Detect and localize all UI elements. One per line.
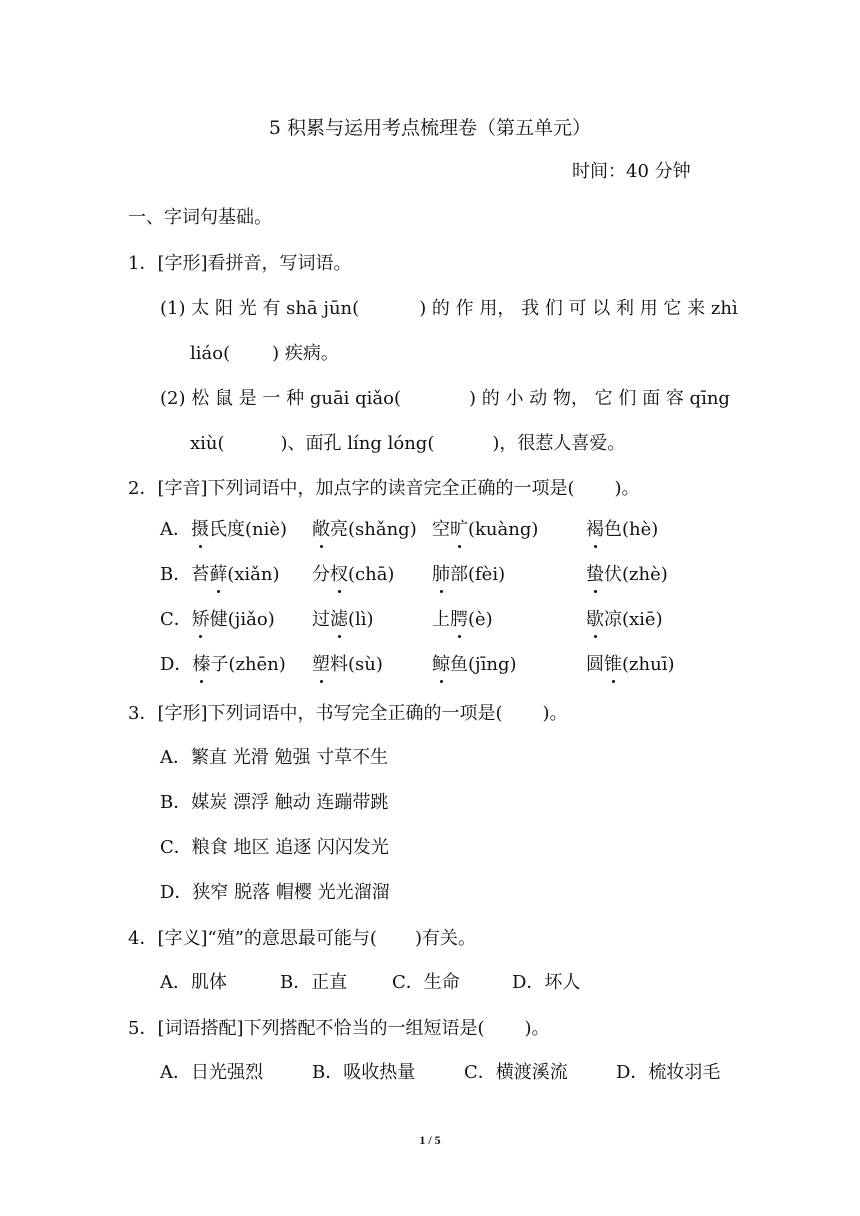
dotted-char: 肺 bbox=[432, 564, 450, 585]
q3-option-d: D．狭窄 脱落 帽樱 光光溜溜 bbox=[160, 882, 390, 903]
q3-option-b: B．媒炭 漂浮 触动 连蹦带跳 bbox=[160, 792, 389, 813]
question-text: 5．[词语搭配]下列搭配不恰当的一组短语是( bbox=[128, 1018, 485, 1039]
dotted-char: 杈 bbox=[330, 564, 348, 585]
word-rest: (kuàng) bbox=[468, 519, 539, 540]
question-1-part-2 bbox=[160, 387, 730, 411]
option-letter: D． bbox=[160, 654, 193, 675]
text-segment: (2) 松 鼠 是 一 种 guāi qiǎo( bbox=[160, 388, 402, 409]
option-c-word-2 bbox=[312, 608, 374, 632]
option-a-word-1 bbox=[160, 518, 287, 542]
dotted-char: 腭 bbox=[450, 609, 468, 630]
time-limit: 时间：40 分钟 bbox=[572, 161, 691, 182]
word-start: 圆 bbox=[586, 654, 604, 675]
option-b-word-2 bbox=[312, 563, 394, 587]
option-b-word-3 bbox=[432, 563, 505, 587]
dotted-char: 敞 bbox=[312, 519, 330, 540]
question-text-end: )。 bbox=[542, 703, 568, 724]
option-b-word-1 bbox=[160, 563, 280, 587]
word-rest: 伏(zhè) bbox=[604, 564, 668, 585]
dotted-char: 榛 bbox=[192, 654, 211, 675]
word-rest: 亮(shǎng) bbox=[330, 519, 417, 540]
word-rest: 部(fèi) bbox=[450, 564, 506, 585]
dotted-char: 旷 bbox=[450, 519, 468, 540]
page-number: 1 / 5 bbox=[419, 1133, 441, 1147]
dotted-char: 蛰 bbox=[586, 564, 604, 585]
page-title: 5 积累与运用考点梳理卷（第五单元） bbox=[268, 117, 592, 139]
question-1-label: 1．[字形]看拼音，写词语。 bbox=[128, 253, 352, 274]
question-text: 2．[字音]下列词语中，加点字的读音完全正确的一项是( bbox=[128, 478, 575, 499]
question-5-label bbox=[128, 1017, 550, 1041]
word-rest: 健(jiǎo) bbox=[209, 609, 275, 630]
option-c-word-3 bbox=[432, 608, 493, 632]
option-letter: C． bbox=[160, 609, 192, 630]
question-text: 3．[字形]下列词语中，书写完全正确的一项是( bbox=[128, 703, 503, 724]
option-d-word-4 bbox=[586, 653, 674, 677]
question-text-end: )。 bbox=[614, 478, 640, 499]
option-a-word-3 bbox=[432, 518, 538, 542]
question-1-part-1-cont bbox=[190, 342, 339, 366]
question-text-end: )。 bbox=[524, 1018, 550, 1039]
option-d-word-3 bbox=[432, 653, 517, 677]
dotted-char: 矫 bbox=[191, 609, 210, 630]
option-d-word-2 bbox=[312, 653, 383, 677]
word-start: B．苔 bbox=[160, 564, 210, 585]
option-a-word-4 bbox=[586, 518, 658, 542]
dotted-char: 塑 bbox=[312, 654, 330, 675]
question-text-end: )有关。 bbox=[414, 928, 476, 949]
word-rest: 氏度(niè) bbox=[209, 519, 288, 540]
q3-option-a: A．繁直 光滑 勉强 寸草不生 bbox=[160, 747, 389, 768]
q4-option-d: D．坏人 bbox=[512, 972, 581, 993]
word-rest: 子(zhēn) bbox=[210, 654, 286, 675]
option-d-word-1 bbox=[160, 653, 286, 677]
q4-option-c: C．生命 bbox=[392, 972, 460, 993]
word-rest: (chā) bbox=[348, 564, 395, 585]
text-segment: )，很惹人喜爱。 bbox=[492, 433, 626, 454]
word-rest: 鱼(jīng) bbox=[450, 654, 517, 675]
text-segment: liáo( bbox=[190, 343, 231, 364]
option-c-word-4 bbox=[586, 608, 663, 632]
q4-option-a: A．肌体 bbox=[160, 972, 227, 993]
q5-option-a: A．日光强烈 bbox=[160, 1062, 263, 1083]
option-letter: A． bbox=[160, 519, 191, 540]
section-heading: 一、字词句基础。 bbox=[128, 207, 272, 228]
question-text: 4．[字义]“殖”的意思最可能与( bbox=[128, 928, 377, 949]
text-segment: ) 的 作 用， 我 们 可 以 利 用 它 来 zhì bbox=[419, 298, 738, 319]
question-1-part-1 bbox=[160, 297, 738, 321]
option-b-word-4 bbox=[586, 563, 668, 587]
question-3-label bbox=[128, 702, 568, 726]
question-4-label bbox=[128, 927, 476, 951]
word-rest: 色(hè) bbox=[604, 519, 659, 540]
word-rest: (zhuī) bbox=[622, 654, 675, 675]
q3-option-c: C．粮食 地区 追逐 闪闪发光 bbox=[160, 837, 389, 858]
dotted-char: 褐 bbox=[586, 519, 604, 540]
word-start: 过 bbox=[312, 609, 330, 630]
dotted-char: 锥 bbox=[604, 654, 622, 675]
word-rest: (xiǎn) bbox=[227, 564, 280, 585]
text-segment: (1) 太 阳 光 有 shā jūn( bbox=[160, 298, 360, 319]
dotted-char: 歇 bbox=[586, 609, 604, 630]
dotted-char: 藓 bbox=[209, 564, 228, 585]
text-segment: ) 疾病。 bbox=[272, 343, 339, 364]
q5-option-b: B．吸收热量 bbox=[312, 1062, 416, 1083]
question-1-part-2-cont bbox=[190, 432, 625, 456]
word-rest: 凉(xiē) bbox=[604, 609, 663, 630]
question-2-label bbox=[128, 477, 640, 501]
option-a-word-2 bbox=[312, 518, 417, 542]
text-segment: xiù( bbox=[190, 433, 225, 454]
option-c-word-1 bbox=[160, 608, 275, 632]
q4-option-b: B．正直 bbox=[280, 972, 348, 993]
dotted-char: 摄 bbox=[191, 519, 209, 540]
q5-option-c: C．横渡溪流 bbox=[464, 1062, 568, 1083]
text-segment: ) 的 小 动 物， 它 们 面 容 qīng bbox=[469, 388, 730, 409]
word-rest: (lì) bbox=[348, 609, 374, 630]
word-rest: 料(sù) bbox=[330, 654, 383, 675]
q5-option-d: D．梳妆羽毛 bbox=[616, 1062, 721, 1083]
word-start: 空 bbox=[432, 519, 450, 540]
dotted-char: 滤 bbox=[330, 609, 348, 630]
word-start: 上 bbox=[432, 609, 450, 630]
word-rest: (è) bbox=[468, 609, 493, 630]
dotted-char: 鲸 bbox=[432, 654, 450, 675]
word-start: 分 bbox=[312, 564, 330, 585]
text-segment: )、面孔 líng lóng( bbox=[280, 433, 435, 454]
